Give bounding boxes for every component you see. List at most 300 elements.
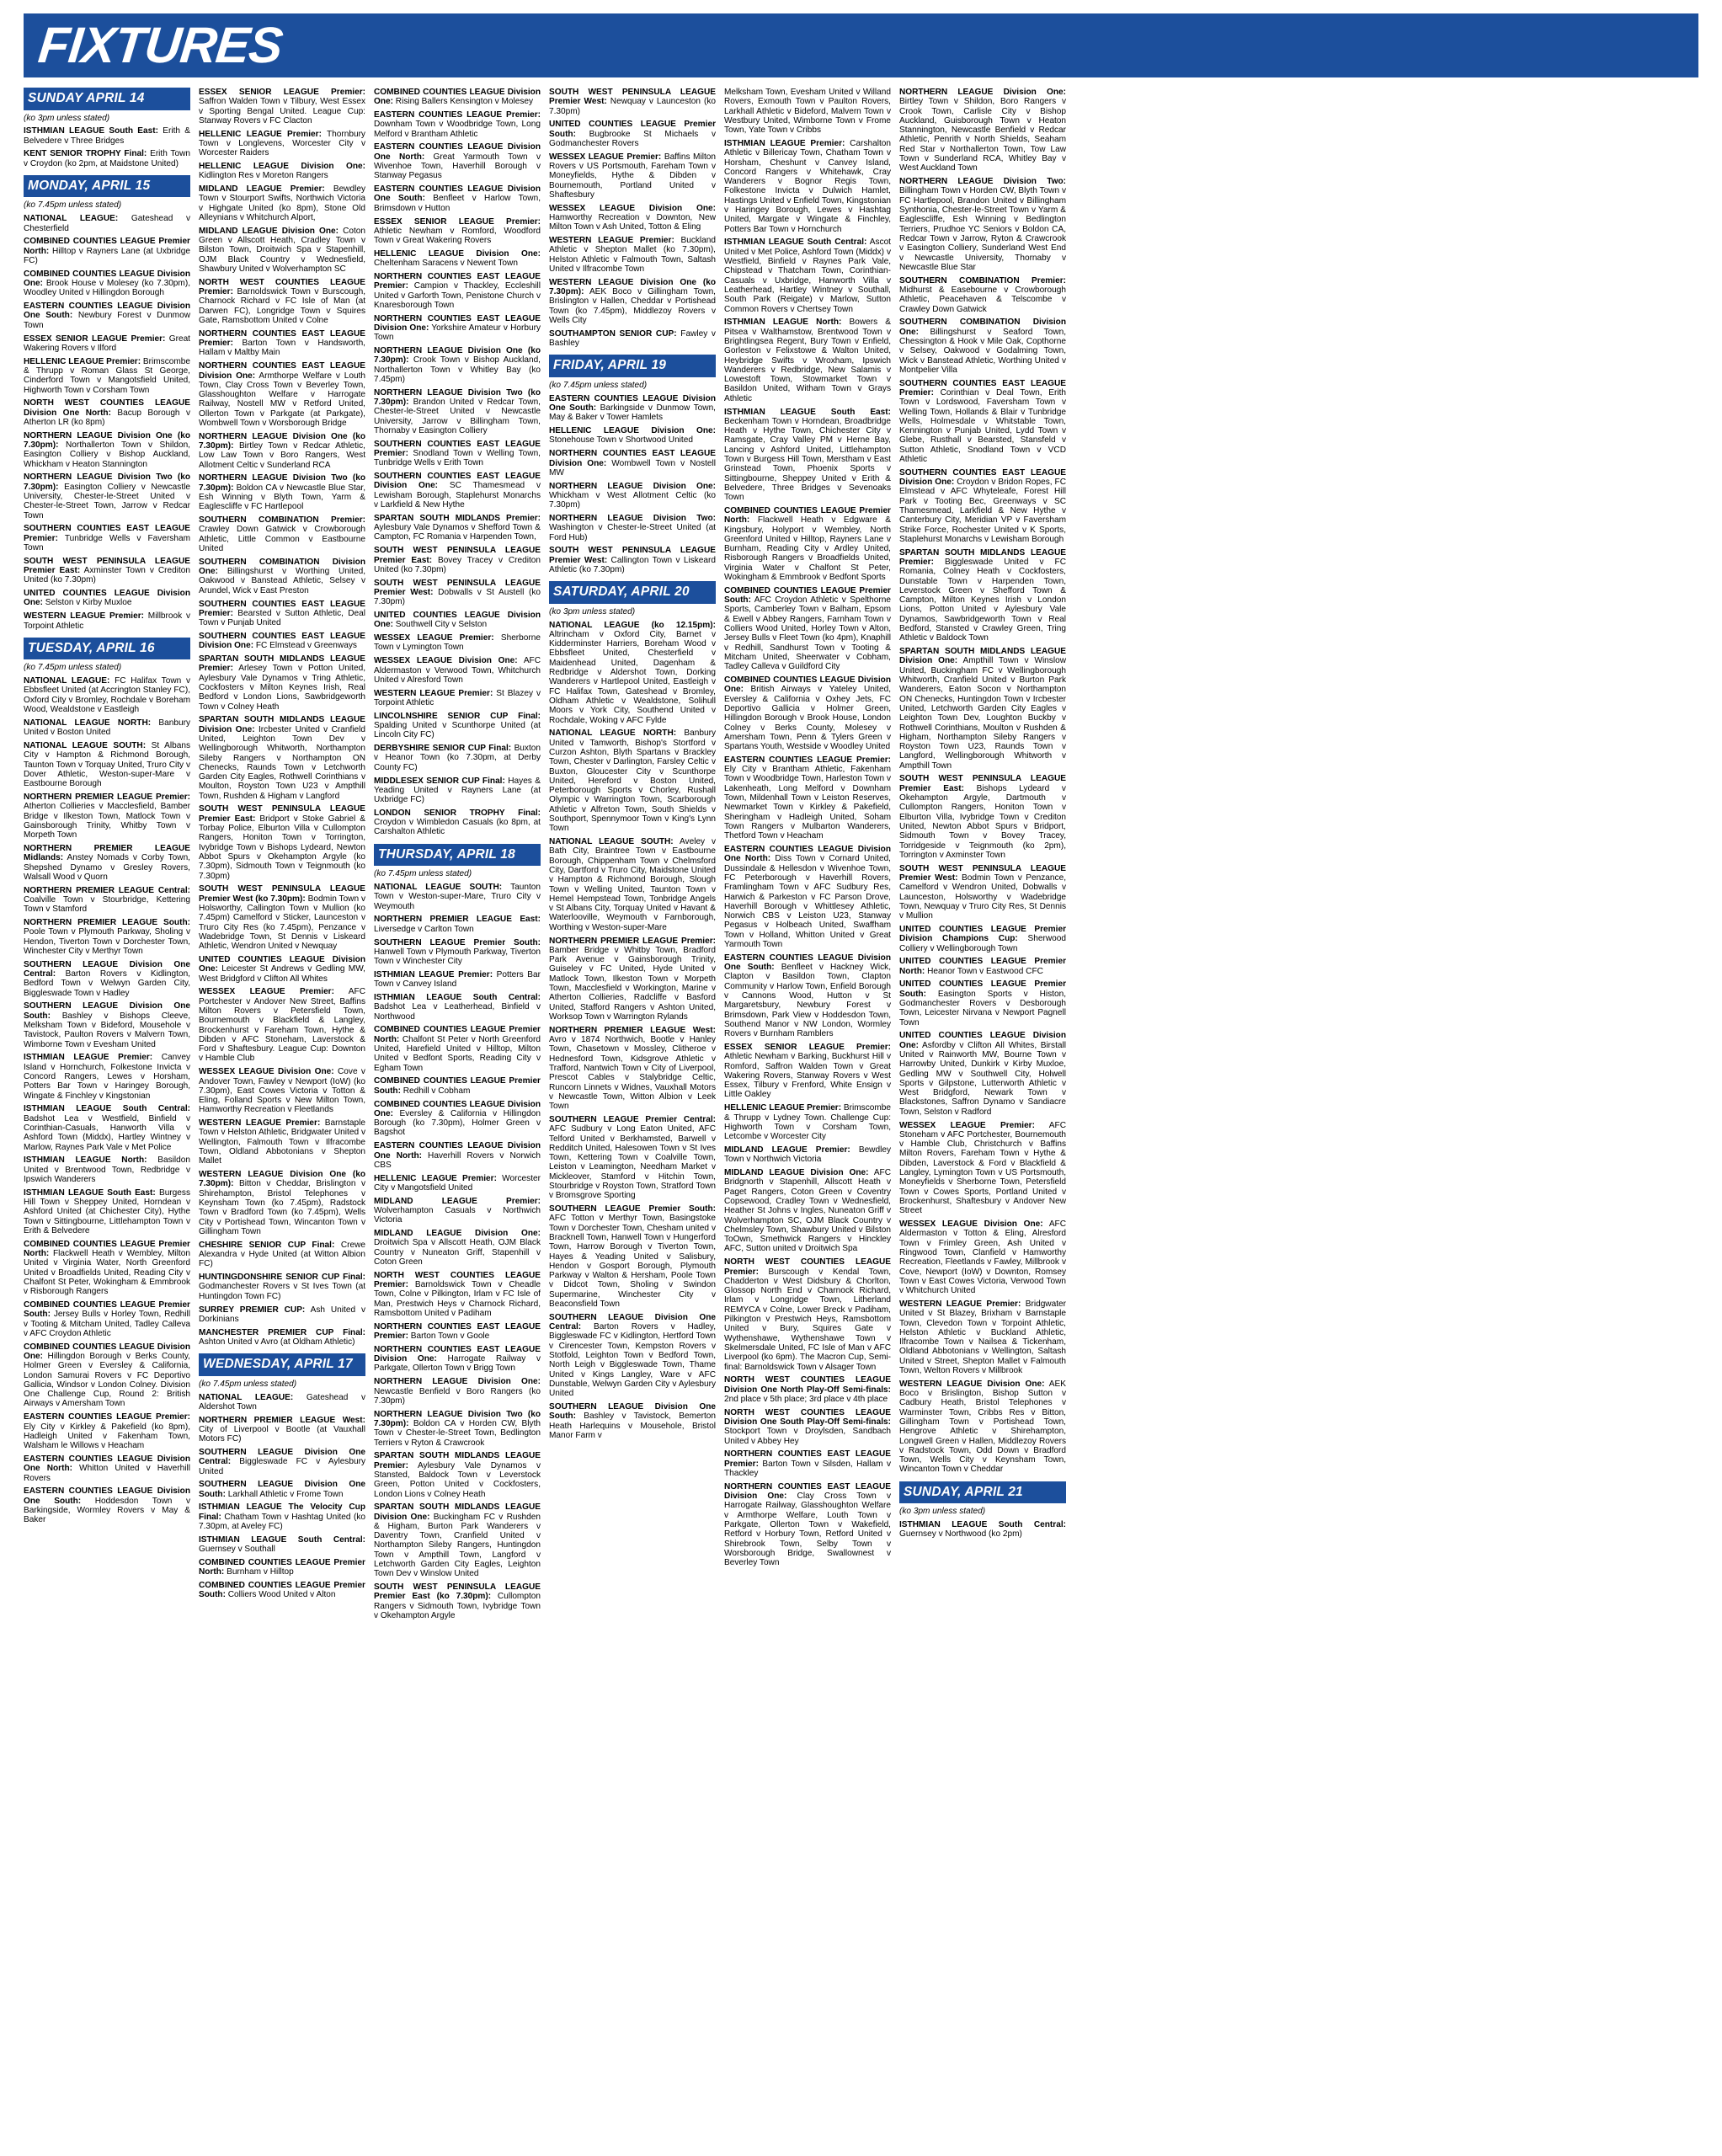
fixture-text: Burnham v Hilltop: [224, 1567, 294, 1577]
fixture-entry: [724, 1043, 891, 1100]
competition-label: NORTHERN LEAGUE Division One:: [549, 481, 716, 491]
fixture-text: Cheltenham Saracens v Newent Town: [374, 259, 518, 269]
competition-label: SOUTH WEST PENINSULA LEAGUE Premier West:: [899, 863, 1066, 883]
competition-label: NATIONAL LEAGUE NORTH:: [24, 718, 152, 728]
fixture-text: Barnoldswick Town v Cheadle Town, Colne v Pilkington, Irlam v FC Isle of Man, Prestwich Heys v Charnock Richard, Ramsbottom United v Padiham: [374, 1280, 541, 1318]
fixture-text: Boldon CA v Newcastle Blue Star, Esh Winning v Blyth Town, Yarm & Eaglescliffe v FC Hartlepool: [199, 483, 365, 512]
competition-label: NORTHERN LEAGUE Division One (ko 7.30pm):: [199, 431, 365, 451]
fixture-entry: [549, 120, 716, 148]
fixture-text: Athletic Newham v Romford, Woodford Town v Great Wakering Rovers: [374, 226, 541, 246]
competition-label: HUNTINGDONSHIRE SENIOR CUP Final:: [199, 1273, 365, 1283]
competition-label: SOUTHERN COMBINATION Premier:: [199, 515, 365, 526]
competition-label: COMBINED COUNTIES LEAGUE Division One:: [24, 1342, 190, 1361]
fixture-entry: [199, 162, 365, 181]
competition-label: EASTERN COUNTIES LEAGUE Premier:: [374, 110, 541, 120]
fixture-text: Callington Town v Liskeard Athletic (ko 7.30pm): [549, 555, 716, 574]
fixture-entry: [374, 514, 541, 542]
fixture-entry: [899, 1121, 1066, 1216]
competition-label: SOUTHERN LEAGUE Premier Central:: [549, 1114, 716, 1124]
fixture-text: Croydon v Bridon Ropes, FC Elmstead v AFC Whyteleafe, Forest Hill Park v Tooting Bec, Greenways v SC Thamesmead, Larkfield & New Hythe v Canterbury City, Meridian VP v Faversham Strike Force, Rochester United v K Sports, Staplehurst Monarchs v Lewisham Borough: [899, 478, 1066, 544]
fixture-entry: [199, 804, 365, 880]
competition-label: MIDLAND LEAGUE Premier:: [724, 1145, 850, 1155]
competition-label: SPARTAN SOUTH MIDLANDS LEAGUE Premier:: [899, 547, 1066, 567]
kickoff-note: (ko 3pm unless stated): [899, 1507, 986, 1517]
competition-label: SOUTHERN LEAGUE Division One South:: [24, 1001, 190, 1021]
competition-label: NORTHERN PREMIER LEAGUE Premier:: [24, 792, 190, 802]
fixture-text: Ircbester United v Cranfield United, Leighton Town Dev v Wellingborough Whitworth, Northampton Sileby Rangers v Northampton ON Chenecks, Raunds Town v Letchworth Garden City Eagles, Rothwell Corinthians v Moulton, Royston Town U23 v Ampthill Town, Rushden & Higham v Langford: [199, 724, 365, 801]
competition-label: COMBINED COUNTIES LEAGUE Division One:: [724, 675, 891, 695]
fixture-text: AFC Bridgnorth v Stapenhill, Allscott Heath v Paget Rangers, Coton Green v Coventry Copsewood, Cradley Town v Wednesfield, Heather St Johns v Ingles, Nuneaton Griff v Wolverhampton SC, OJM Black Country v Chelmsley Town, Shawbury United v Bilston ToOwn, Smethwick Rangers v Hinckley AFC, Sutton united v Droitwich Spa: [724, 1168, 892, 1254]
fixture-entry: [374, 1377, 541, 1406]
competition-label: SOUTHERN COMBINATION Division One:: [899, 318, 1066, 337]
fixture-entry: [899, 548, 1066, 643]
fixture-entry: [899, 1219, 1066, 1295]
competition-label: NORTHERN COUNTIES EAST LEAGUE Division One:: [724, 1481, 891, 1502]
competition-label: NATIONAL LEAGUE:: [24, 676, 110, 686]
fixture-entry: [199, 1273, 365, 1301]
fixture-text: Taunton Town v Weston-super-Mare, Truro City v Weymouth: [374, 883, 541, 911]
fixture-entry: [24, 1104, 190, 1151]
fixture-text: AFC Totton v Merthyr Town, Basingstoke Town v Dorchester Town, Chesham united v Bracknell Town, Hanwell Town v Hungerford Town, Harrow Borough v Tiverton Town, Hayes & Yeading United v Salisbury, Hendon v Gosport Borough, Plymouth Parkway v Walton & Hersham, Poole Town v Didcot Town, Sholing v Swindon Supermarine, Winchester City v Beaconsfield Town: [549, 1214, 716, 1310]
fixture-text: Saffron Walden Town v Tilbury, West Essex v Sporting Bengal United. League Cup: Stanway Rovers v FC Clacton: [199, 97, 365, 125]
competition-label: WESSEX LEAGUE Premier:: [899, 1120, 1035, 1130]
fixture-text: Wolverhampton Casuals v Northwich Victoria: [374, 1205, 541, 1225]
fixture-text: Bewdley Town v Northwich Victoria: [724, 1145, 891, 1165]
fixture-text: Southwell City v Selston: [393, 620, 488, 630]
competition-label: NORTHERN LEAGUE Division One:: [374, 1377, 541, 1387]
fixture-entry: [199, 1581, 365, 1600]
fixture-entry: [24, 918, 190, 956]
fixture-entry: [549, 394, 716, 423]
competition-label: MANCHESTER PREMIER CUP Final:: [199, 1327, 365, 1337]
competition-label: ESSEX SENIOR LEAGUE Premier:: [374, 216, 541, 227]
fixture-entry: [24, 126, 190, 146]
fixture-entry: [724, 1103, 891, 1141]
fixture-entry: [199, 715, 365, 801]
fixture-text: Carshalton Athletic v Billericay Town, Chatham Town v Horsham, Cheshunt v Canvey Island, Concord Rangers v Whitehawk, Cray Wanderers v Bognor Regis Town, Folkestone Invicta v Dulwich Hamlet, Hastings United v Enfield Town, Kingstonian v Haringey Borough, Lewes v Hashtag United, Margate v Wingate & Finchley, Potters Bar Town v Hornchurch: [724, 138, 891, 234]
competition-label: SOUTHERN LEAGUE Division One South:: [549, 1402, 716, 1422]
competition-label: NORTHERN PREMIER LEAGUE West:: [199, 1415, 365, 1425]
fixture-entry: [724, 845, 891, 949]
competition-label: NORTHERN COUNTIES EAST LEAGUE Division One:: [199, 361, 365, 381]
competition-label: WESTERN LEAGUE Division One:: [899, 1379, 1045, 1389]
fixture-text: AFC Sudbury v Long Eaton United, AFC Telford United v Berkhamsted, Barwell v Redditch United, Halesowen Town v St Ives Town, Kettering Town v Coalville Town, Leiston v Leamington, Needham Market v Mickleover, Stamford v Hitchin Town, Stourbridge v Royston Town, Stratford Town v Bromsgrove Sporting: [549, 1124, 716, 1201]
fixture-entry: [374, 1025, 541, 1072]
competition-label: ISTHMIAN LEAGUE Premier:: [374, 969, 493, 979]
fixture-entry: [549, 621, 716, 725]
competition-label: SPARTAN SOUTH MIDLANDS LEAGUE Division One:: [199, 715, 365, 734]
fixture-text: Aylesbury Vale Dynamos v Shefford Town & Campton, FC Romania v Harpenden Town,: [374, 523, 541, 542]
fixture-text: Erith Town v Croydon (ko 2pm, at Maidstone United): [24, 149, 190, 168]
competition-label: SOUTHERN LEAGUE Division One Central:: [199, 1448, 365, 1467]
fixture-entry: [549, 329, 716, 349]
fixture-text: Hilltop v Rayners Lane (at Uxbridge FC): [24, 246, 190, 265]
competition-label: NORTHERN LEAGUE Division Two (ko 7.30pm):: [374, 387, 541, 408]
fixture-entry: [199, 1535, 365, 1555]
competition-label: SOUTHERN COUNTIES EAST LEAGUE Premier:: [374, 439, 541, 459]
fixture-entry: [549, 278, 716, 325]
fixture-text: SC Thamesmead v Lewisham Borough, Staplehurst Monarchs v Larkfield & New Hythe: [374, 481, 541, 510]
competition-label: EASTERN COUNTIES LEAGUE Division One North:: [374, 142, 541, 162]
column-inner: [24, 88, 190, 1525]
fixture-text: Rising Ballers Kensington v Molesey: [393, 97, 534, 107]
fixture-entry: [549, 728, 716, 833]
fixture-text: Wombwell Town v Nostell MW: [549, 458, 716, 478]
fixture-entry: [24, 1188, 190, 1235]
fixture-text: Benfleet v Harlow Town, Brimsdown v Hutton: [374, 194, 541, 213]
fixture-text: Guernsey v Northwood (ko 2pm): [899, 1529, 1022, 1540]
competition-label: HELLENIC LEAGUE Division One:: [199, 162, 365, 172]
fixture-entry: [724, 1168, 891, 1254]
competition-label: WESSEX LEAGUE Premier:: [374, 633, 494, 643]
fixture-text: Sherwood Colliery v Wellingborough Town: [899, 934, 1066, 953]
competition-label: UNITED COUNTIES LEAGUE Division One:: [199, 954, 365, 974]
fixture-entry: [374, 1100, 541, 1138]
fixture-text: Bacup Borough v Atherton LR (ko 8pm): [24, 408, 190, 427]
competition-label: SPARTAN SOUTH MIDLANDS LEAGUE Premier:: [374, 1451, 541, 1470]
competition-label: COMBINED COUNTIES LEAGUE Division One:: [24, 269, 190, 289]
competition-label: ISTHMIAN LEAGUE South Central:: [199, 1534, 365, 1545]
competition-label: MIDLAND LEAGUE Division One:: [199, 226, 339, 236]
day-header: WEDNESDAY, APRIL 17: [199, 1353, 365, 1376]
competition-label: SOUTHERN LEAGUE Division One South:: [199, 1480, 365, 1499]
competition-label: NORTHERN LEAGUE Division One (ko 7.30pm):: [24, 430, 190, 451]
fixture-entry: [724, 1482, 891, 1568]
fixture-text: Billingshurst v Worthing United, Oakwood v Banstead Athletic, Selsey v Arundel, Wick v East Preston: [199, 567, 365, 595]
page-title: FIXTURES: [35, 17, 285, 73]
fixture-text: Larkhall Athletic v Frome Town: [225, 1489, 344, 1499]
competition-label: SOUTH WEST PENINSULA LEAGUE Premier West:: [549, 88, 716, 107]
fixture-entry: [199, 432, 365, 470]
competition-label: ISTHMIAN LEAGUE South East:: [24, 1187, 156, 1198]
fixture-text: Burscough v Kendal Town, Chadderton v West Didsbury & Chorlton, Glossop North End v Charnock Richard, Irlam v Longridge Town, Litherland REMYCA v Colne, Lower Breck v Padiham, Pilkington v Prestwich Heys, Ramsbottom United v Bury, Squires Gate v Wythenshawe, Wythenshawe Town v Skelmersdale United, FC Isle of Man v AFC Liverpool (ko 6pm). The Macron Cup, Semi-final: Barnoldswick Town v Alsager Town: [724, 1267, 891, 1372]
competition-label: EASTERN COUNTIES LEAGUE Division One South:: [724, 953, 891, 973]
competition-label: NORTHERN LEAGUE Division Two (ko 7.30pm):: [199, 473, 365, 493]
column-inner: [724, 88, 891, 1567]
fixture-entry: [374, 1410, 541, 1448]
fixture-text: Northallerton Town v Shildon, Easington Colliery v Bishop Auckland, Whickham v Heaton Stannington: [24, 440, 190, 469]
fixture-text: Midhurst & Easebourne v Crowborough Athletic, Peacehaven & Telscombe v Crawley Down Gatwick: [899, 285, 1066, 314]
fixture-entry: [899, 379, 1066, 465]
fixture-entry: [199, 88, 365, 125]
competition-label: SOUTHERN COMBINATION Division One:: [199, 557, 365, 577]
fixture-entry: [199, 184, 365, 222]
fixture-text: Athletic Newham v Barking, Buckhurst Hill v Romford, Saffron Walden Town v Great Wakering Rovers, Stanway Rovers v West Essex, Tilbury v Frenford, White Ensign v Little Oakley: [724, 1052, 891, 1100]
masthead: [24, 13, 1698, 77]
fixture-text: Arlesey Town v Potton United, Aylesbury Vale Dynamos v Tring Athletic, Cockfosters v Milton Keynes Irish, Real Bedford v London Lions, Sawbridgeworth Town v Colney Heath: [199, 664, 365, 712]
competition-label: HELLENIC LEAGUE Division One:: [374, 248, 541, 259]
fixture-text: FC Halifax Town v Ebbsfleet United (at Accrington Stanley FC), Oxford City v Bromley, Rochdale v Boreham Wood, Wealdstone v Eastleigh: [24, 676, 190, 715]
competition-label: COMBINED COUNTIES LEAGUE Premier North:: [374, 1025, 541, 1044]
fixture-text: Bashley v Bishops Cleeve, Melksham Town v Bideford, Mousehole v Tavistock, Paulton Rovers v Malvern Town, Wimborne Town v Evesham United: [24, 1011, 190, 1049]
fixture-text: Yorkshire Amateur v Horbury Town: [374, 323, 541, 343]
competition-label: COMBINED COUNTIES LEAGUE Premier South:: [199, 1581, 365, 1600]
competition-label: ISTHMIAN LEAGUE South Central:: [24, 1104, 190, 1114]
fixture-entry: [374, 970, 541, 990]
kickoff-note: (ko 7.45pm unless stated): [24, 200, 122, 211]
competition-label: ISTHMIAN LEAGUE The Velocity Cup Final:: [199, 1502, 365, 1522]
fixture-text: Brook House v Molesey (ko 7.30pm), Woodley United v Hillingdon Borough: [24, 279, 190, 298]
fixture-entry: [199, 361, 365, 428]
fixture-entry: [199, 130, 365, 158]
fixture-entry: [24, 1300, 190, 1338]
fixture-entry: [374, 744, 541, 772]
fixture-entry: [724, 88, 891, 135]
competition-label: WESSEX LEAGUE Division One:: [199, 1067, 334, 1077]
fixture-text: Armthorpe Welfare v Louth Town, Clay Cross Town v Beverley Town, Glasshoughton Welfare v Harrogate Railway, Nostell MW v Retford United, Ollerton Town v Parkgate (at Parkgate), Wombwell Town v Worsborough Bridge: [199, 371, 365, 428]
competition-label: ESSEX SENIOR LEAGUE Premier:: [724, 1043, 891, 1052]
fixture-entry: [24, 237, 190, 265]
competition-label: NORTHERN PREMIER LEAGUE Premier:: [549, 936, 716, 946]
fixture-text: Liversedge v Carlton Town: [374, 924, 474, 934]
fixture-text: Eversley & California v Hillingdon Borough (ko 7.30pm), Holmer Green v Bagshot: [374, 1108, 541, 1138]
fixture-entry: [374, 1345, 541, 1374]
fixture-text: Clay Cross Town v Harrogate Railway, Glasshoughton Welfare v Armthorpe Welfare, Louth Town v Parkgate, Ollerton Town v Wakefield, Retford v Horbury Town, Retford United v Shirebrook Town, Selby Town v Worsborough Bridge, Swallownest v Beverley Town: [724, 1492, 891, 1568]
competition-label: EASTERN COUNTIES LEAGUE Division One North:: [374, 1141, 541, 1161]
fixture-text: Coton Green v Allscott Heath, Cradley Town v Bilston Town, Droitwich Spa v Stapenhill, OJM Black Country v Wednesfield, Shawbury United v Wolverhampton SC: [199, 226, 366, 275]
fixture-entry: [24, 611, 190, 631]
fixture-text: Crawley Down Gatwick v Crowborough Athletic, Little Common v Eastbourne United: [199, 525, 365, 554]
fixture-entry: [24, 302, 190, 330]
fixture-text: AFC Portchester v Andover New Street, Baffins Milton Rovers v Petersfield Town, Bournemouth v Blackfield & Langley, Brockenhurst v Fareham Town, Hythe & Dibden v AFC Stoneham, Laverstock & Ford v Shaftesbury. League Cup: Downton v Hamble Club: [199, 987, 365, 1064]
fixture-text: Ampthill Town v Winslow United, Buckingham FC v Wellingborough Whitworth, Cranfield United v Burton Park Wanderers, Eaton Socon v Northampton ON Chenecks, Huntingdon Town v Ircbester United, Letchworth Garden City Eagles v Leighton Town Dev, Loughton Buckby v Rothwell Corinthians, Moulton v Rushden & Higham, Northampton Sileby Rangers v Royston Town U23, Raunds Town v Langford, Wellingborough Whitworth v Ampthill Town: [899, 656, 1066, 771]
day-header: THURSDAY, APRIL 18: [374, 844, 541, 867]
competition-label: SOUTH WEST PENINSULA LEAGUE Premier East:: [374, 546, 541, 565]
competition-label: WESTERN LEAGUE Premier:: [374, 688, 493, 698]
fixture-text: Ash United v Dorkinians: [199, 1305, 365, 1324]
competition-label: ISTHMIAN LEAGUE North:: [24, 1155, 147, 1166]
kickoff-note: (ko 7.45pm unless stated): [549, 380, 648, 390]
fixture-text: Canvey Island v Hornchurch, Folkestone Invicta v Concord Rangers, Lewes v Horsham, Potters Bar Town v Haringey Borough, Wingate & Finchley v Kingstonian: [24, 1053, 190, 1101]
competition-label: NORTHERN PREMIER LEAGUE West:: [549, 1025, 716, 1035]
competition-label: SOUTHERN COUNTIES EAST LEAGUE Premier:: [899, 378, 1066, 398]
fixture-entry: [549, 88, 716, 116]
fixture-entry: [199, 1328, 365, 1348]
fixture-entry: [374, 656, 541, 685]
fixture-entry: [374, 712, 541, 740]
fixture-text: AEK Boco v Brislington, Bishop Sutton v Cadbury Heath, Bristol Telephones v Warminster Town, Cribbs Res v Bitton, Gillingham Town v Portishead Town, Hengrove Athletic v Shirehampton, Longwell Green v Hallen, Middlezoy Rovers v Radstock Town, Odd Down v Bradford Town, Wells City v Keynsham Town, Wincanton Town v Cheddar: [899, 1379, 1066, 1475]
competition-label: MIDLAND LEAGUE Division One:: [374, 1229, 541, 1239]
fixture-text: Fawley v Bashley: [549, 328, 716, 349]
day-header: SATURDAY, APRIL 20: [549, 581, 716, 604]
competition-label: SPARTAN SOUTH MIDLANDS LEAGUE Division One:: [374, 1502, 541, 1522]
fixture-entry: [199, 1480, 365, 1499]
top-strip: [12, 0, 1710, 13]
competition-label: NORTH WEST COUNTIES LEAGUE Division One South Play-Off Semi-finals:: [724, 1407, 891, 1427]
fixture-text: Bewdley Town v Stourport Swifts, Northwich Victoria v Highgate United (ko 8pm), Stone Old Alleynians v Whitchurch Alport,: [199, 184, 365, 223]
competition-label: NORTH WEST COUNTIES LEAGUE Premier:: [724, 1257, 891, 1277]
fixture-entry: [199, 473, 365, 511]
competition-label: UNITED COUNTIES LEAGUE Premier South:: [549, 120, 716, 139]
fixture-entry: [199, 987, 365, 1063]
fixture-entry: [374, 472, 541, 510]
fixture-text: Godmanchester Rovers v St Ives Town (at Huntingdon Town FC): [199, 1282, 365, 1301]
fixture-entry: [24, 960, 190, 998]
fixture-entry: [199, 1448, 365, 1476]
fixture-text: Bitton v Cheddar, Brislington v Shirehampton, Bristol Telephones v Keynsham Town (ko 7.45pm), Radstock Town v Bradford Town (ko 7.45pm), Wells City v Portishead Town, Wincanton Town v Gillingham Town: [199, 1179, 365, 1236]
fixture-entry: [549, 1402, 716, 1440]
fixture-entry: [199, 654, 365, 712]
competition-label: UNITED COUNTIES LEAGUE Premier Division Champions Cup:: [899, 924, 1066, 944]
fixture-text: Poole Town v Plymouth Parkway, Sholing v Hendon, Tiverton Town v Dorchester Town, Winchester City v Merthyr Town: [24, 927, 190, 956]
fixture-text: Great Yarmouth Town v Wivenhoe Town, Haverhill Borough v Stanway Pegasus: [374, 152, 541, 181]
fixture-entry: [374, 249, 541, 269]
column-inner: [549, 88, 716, 1440]
fixture-entry: [24, 1240, 190, 1297]
competition-label: NATIONAL LEAGUE NORTH:: [549, 728, 677, 739]
fixture-entry: [374, 1229, 541, 1267]
fixture-entry: [199, 600, 365, 628]
competition-label: NATIONAL LEAGUE (ko 12.15pm):: [549, 620, 716, 630]
competition-label: NATIONAL LEAGUE:: [199, 1392, 294, 1402]
competition-label: MIDLAND LEAGUE Division One:: [724, 1168, 869, 1178]
column-inner: [374, 88, 541, 1620]
fixture-text: Easington Sports v Histon, Godmanchester Rovers v Desborough Town, Leicester Nirvana v Newport Pagnell Town: [899, 989, 1066, 1027]
fixture-text: Bridport v Stoke Gabriel & Torbay Police, Elburton Villa v Cullompton Rangers, Honiton Town v Torrington, Ivybridge Town v Bishops Lydeard, Newton Abbot Spurs v Okehampton Argyle (ko 7.30pm), Sidmouth Town v Teignmouth (ko 7.30pm): [199, 814, 365, 881]
competition-label: ISTHMIAN LEAGUE South Central:: [724, 237, 867, 248]
fixture-entry: [24, 589, 190, 608]
competition-label: LINCOLNSHIRE SENIOR CUP Final:: [374, 711, 541, 721]
fixture-text: Flackwell Heath v Wembley, Milton United v Virginia Water, North Greenford United v Broadfields United, Reading City v Chalfont St Peter, Wokingham & Emmbrook v Risborough Rangers: [24, 1248, 190, 1297]
fixture-text: Ely City v Kirkley & Pakefield (ko 8pm), Hadleigh United v Fakenham Town, Walsham le Willows v Heacham: [24, 1422, 190, 1451]
fixture-text: Bearsted v Sutton Athletic, Deal Town v Punjab United: [199, 608, 365, 628]
fixture-text: Bodmin Town v Penzance, Camelford v Wendron United, Dobwalls v Launceston, Holsworthy v Wadebridge Town, Newquay v Truro City Res, St Dennis v Mullion: [899, 873, 1066, 921]
fixture-text: Axminster Town v Crediton United (ko 7.30pm): [24, 566, 190, 585]
fixture-entry: [724, 1375, 891, 1404]
fixture-entry: [374, 1582, 541, 1620]
competition-label: SPARTAN SOUTH MIDLANDS Premier:: [374, 513, 541, 523]
fixture-text: Redhill v Cobham: [400, 1086, 471, 1096]
fixture-text: Benfleet v Hackney Wick, Clapton v Basildon Town, Clapton Community v Harlow Town, Enfield Borough v Cannons Wood, Hutton v St Margaretsbury, Newbury Forest v Brimsdown, Park View v Hoddesdon Town, Southend Manor v NW London, Wormley Rovers v Burnham Ramblers: [724, 963, 892, 1039]
fixture-entry: [899, 979, 1066, 1027]
competition-label: WESSEX LEAGUE Division One:: [374, 656, 518, 666]
fixture-entry: [374, 346, 541, 384]
fixture-entry: [374, 184, 541, 213]
fixture-entry: [899, 647, 1066, 771]
fixture-entry: [724, 139, 891, 234]
fixture-entry: [899, 88, 1066, 173]
fixture-text: Bamber Bridge v Whitby Town, Bradford Park Avenue v Gainsborough Trinity, Guiseley v FC United, Hyde United v Matlock Town, Ilkeston Town v Morpeth Town, Macclesfield v Workington, Marine v Atherton Collieries, Radcliffe v Basford United, Stafford Rangers v Ashton United, Worksop Town v Warrington Rylands: [549, 945, 716, 1022]
competition-label: NORTHERN COUNTIES EAST LEAGUE Premier:: [199, 328, 365, 349]
competition-label: COMBINED COUNTIES LEAGUE Premier South:: [24, 1299, 190, 1320]
fixture-entry: [374, 88, 541, 107]
competition-label: COMBINED COUNTIES LEAGUE Premier South:: [374, 1076, 541, 1096]
fixture-text: Bowers & Pitsea v Walthamstow, Brentwood Town v Brightlingsea Regent, Bury Town v Enfield, Gorleston v Felixstowe & Walton United, Heybridge Swifts v Wroxham, Ipswich Wanderers v Redbridge, New Salamis v Lowestoft Town, Stowmarket Town v Basildon United, Witham Town v Grays Athletic: [724, 318, 891, 403]
competition-label: SOUTHERN LEAGUE Premier South:: [374, 937, 541, 947]
competition-label: COMBINED COUNTIES LEAGUE Division One:: [374, 1099, 541, 1118]
fixture-text: Spalding United v Scunthorpe United (at Lincoln City FC): [374, 721, 541, 740]
fixture-text: Croydon v Wimbledon Casuals (ko 8pm, at Carshalton Athletic: [374, 818, 541, 837]
competition-label: EASTERN COUNTIES LEAGUE Division One South:: [24, 1486, 190, 1506]
competition-label: WESTERN LEAGUE Division One (ko 7.30pm):: [549, 277, 716, 297]
fixture-text: St Albans City v Hampton & Richmond Borough, Taunton Town v Torquay United, Truro City v Dover Athletic, Weston-super-Mare v Eastbourne Borough: [24, 740, 190, 789]
fixture-entry: [374, 611, 541, 630]
fixture-entry: [374, 1174, 541, 1193]
fixture-text: Badshot Lea v Westfield, Binfield v Corinthian-Casuals, Hanworth Villa v Ashford Town (Middx), Hartley Wintney v Marlow, Raynes Park Vale v Met Police: [24, 1113, 190, 1152]
fixture-text: Kidlington Res v Moreton Rangers: [199, 171, 328, 181]
fixture-entry: [199, 1241, 365, 1269]
day-header: SUNDAY, APRIL 21: [899, 1481, 1066, 1504]
fixture-entry: [724, 953, 891, 1039]
fixture-text: Barton Town v Goole: [408, 1331, 490, 1342]
fixture-text: Tunbridge Wells v Faversham Town: [24, 533, 190, 552]
fixture-text: Sherborne Town v Lymington Town: [374, 633, 541, 653]
fixture-text: Banbury United v Tamworth, Bishop's Stortford v Curzon Ashton, Blyth Spartans v Brackley Town, Chester v Darlington, Farsley Celtic v Buxton, Gloucester City v Scunthorpe United, Hereford v Boston United, Peterborough Sports v Chorley, Rushall Olympic v Warrington Town, Scarborough Athletic v Alfreton Town, South Shields v Southport, Spennymoor Town v King's Lynn Town: [549, 728, 716, 834]
fixture-entry: [199, 329, 365, 358]
fixture-text: Stockport Town v Droylsden, Sandbach United v Abbey Hey: [724, 1427, 891, 1446]
kickoff-note: (ko 3pm unless stated): [549, 606, 636, 616]
fixture-entry: [549, 514, 716, 542]
fixture-entry: [24, 1412, 190, 1450]
competition-label: NORTHERN COUNTIES EAST LEAGUE Division One:: [374, 313, 541, 334]
column-inner: [199, 88, 365, 1600]
competition-label: ISTHMIAN LEAGUE Premier:: [24, 1053, 153, 1063]
competition-label: SOUTHERN COUNTIES EAST LEAGUE Division One:: [899, 467, 1066, 488]
fixture-entry: [374, 1271, 541, 1318]
fixture-text: Melksham Town, Evesham United v Willand Rovers, Exmouth Town v Paulton Rovers, Larkhall Athletic v Bideford, Malvern Town v Westbury United, Wimborne Town v Frome Town, Yate Town v Cribbs: [724, 88, 891, 136]
fixture-text: Hanwell Town v Plymouth Parkway, Tiverton Town v Winchester City: [374, 947, 541, 967]
fixture-text: Erith & Belvedere v Three Bridges: [24, 126, 190, 146]
competition-label: NORTHERN COUNTIES EAST LEAGUE Division One:: [549, 449, 716, 468]
competition-label: NORTHERN PREMIER LEAGUE South:: [24, 917, 190, 927]
fixture-entry: [374, 883, 541, 911]
day-header: FRIDAY, APRIL 19: [549, 355, 716, 377]
fixture-text: Washington v Chester-le-Street United (at Ford Hub): [549, 523, 716, 542]
competition-label: MIDLAND LEAGUE Premier:: [199, 184, 325, 195]
competition-label: DERBYSHIRE SENIOR CUP Final:: [374, 744, 512, 754]
competition-label: HELLENIC LEAGUE Division One:: [549, 426, 716, 436]
fixture-entry: [199, 515, 365, 553]
fixture-entry: [724, 1257, 891, 1372]
fixture-text: Gateshead v Chesterfield: [24, 214, 190, 233]
competition-label: ESSEX SENIOR LEAGUE Premier:: [199, 88, 365, 97]
fixture-text: Coalville Town v Stourbridge, Kettering Town v Stamford: [24, 894, 190, 915]
competition-label: SOUTH WEST PENINSULA LEAGUE Premier East (ko 7.30pm):: [374, 1582, 541, 1602]
fixture-entry: [549, 236, 716, 274]
fixture-text: City of Liverpool v Bootle (at Vauxhall Motors FC): [199, 1424, 365, 1444]
fixture-entry: [24, 1486, 190, 1524]
fixture-text: Campion v Thackley, Eccleshill United v Garforth Town, Penistone Church v Knaresborough Town: [374, 281, 541, 310]
fixture-text: Newbury Forest v Dunmow Town: [24, 311, 190, 330]
fixture-entry: [374, 440, 541, 468]
fixture-entry: [374, 579, 541, 607]
fixture-text: Cullompton Rangers v Sidmouth Town, Ivybridge Town v Okehampton Argyle: [374, 1592, 541, 1621]
competition-label: NORTH WEST COUNTIES LEAGUE Division One North:: [24, 398, 190, 418]
fixture-text: Barnstaple Town v Helston Athletic, Bridgwater United v Wellington, Falmouth Town v Ilfracombe Town, Oldland Abbotonians v Shepton Mallet: [199, 1118, 365, 1166]
fixture-entry: [724, 408, 891, 503]
competition-label: SOUTHAMPTON SENIOR CUP:: [549, 328, 677, 339]
fixture-text: Barton Rovers v Kidlington, Bedford Town v Welwyn Garden City, Biggleswade Town v Hadley: [24, 969, 190, 998]
fixture-text: St Blazey v Torpoint Athletic: [374, 688, 541, 707]
fixtures-column: [724, 88, 891, 1572]
fixture-text: Bashley v Tavistock, Bemerton Heath Harlequins v Mousehole, Bristol Manor Farm v: [549, 1412, 716, 1440]
fixture-entry: [549, 449, 716, 478]
fixture-text: Ely City v Brantham Athletic, Fakenham Town v Woodbridge Town, Harleston Town v Lakenheath, Long Melford v Downham Town, Mildenhall Town v Leiston Reserves, Newmarket Town v Kirkley & Pakefield, Sheringham v Hadleigh United, Soham Town Rangers v Mulbarton Wanderers, Thetford Town v Heacham: [724, 765, 891, 841]
fixture-text: Guernsey v Southall: [199, 1545, 275, 1555]
fixture-text: Baffins Milton Rovers v US Portsmouth, Fareham Town v Moneyfields, Hythe & Dibden v Bournemouth, Portland United v Shaftesbury: [549, 152, 716, 200]
fixture-entry: [724, 1449, 891, 1478]
fixture-text: Chalfont St Peter v North Greenford United, Harefield United v Hilltop, Milton United v Bedfont Sports, Reading City v Egham Town: [374, 1034, 541, 1073]
fixture-entry: [199, 1118, 365, 1166]
competition-label: WESTERN LEAGUE Premier:: [549, 236, 674, 246]
fixture-entry: [24, 149, 190, 168]
competition-label: NORTHERN PREMIER LEAGUE East:: [374, 915, 541, 925]
fixture-entry: [24, 1001, 190, 1049]
fixture-entry: [899, 318, 1066, 375]
competition-label: UNITED COUNTIES LEAGUE Division One:: [24, 589, 190, 608]
fixture-text: Barton Rovers v Hadley, Biggleswade FC v Kidlington, Hertford Town v Cirencester Town, Kempston Rovers v Stotfold, Leighton Town v Bedford Town, North Leigh v Biggleswade Town, Thame United v Kings Langley, Ware v AFC Dunstable, Welwyn Garden City v Aylesbury United: [549, 1322, 716, 1399]
fixture-text: Buckland Athletic v Shepton Mallet (ko 7.30pm), Helston Athletic v Falmouth Town, Saltash United v Ilfracombe Town: [549, 236, 716, 275]
